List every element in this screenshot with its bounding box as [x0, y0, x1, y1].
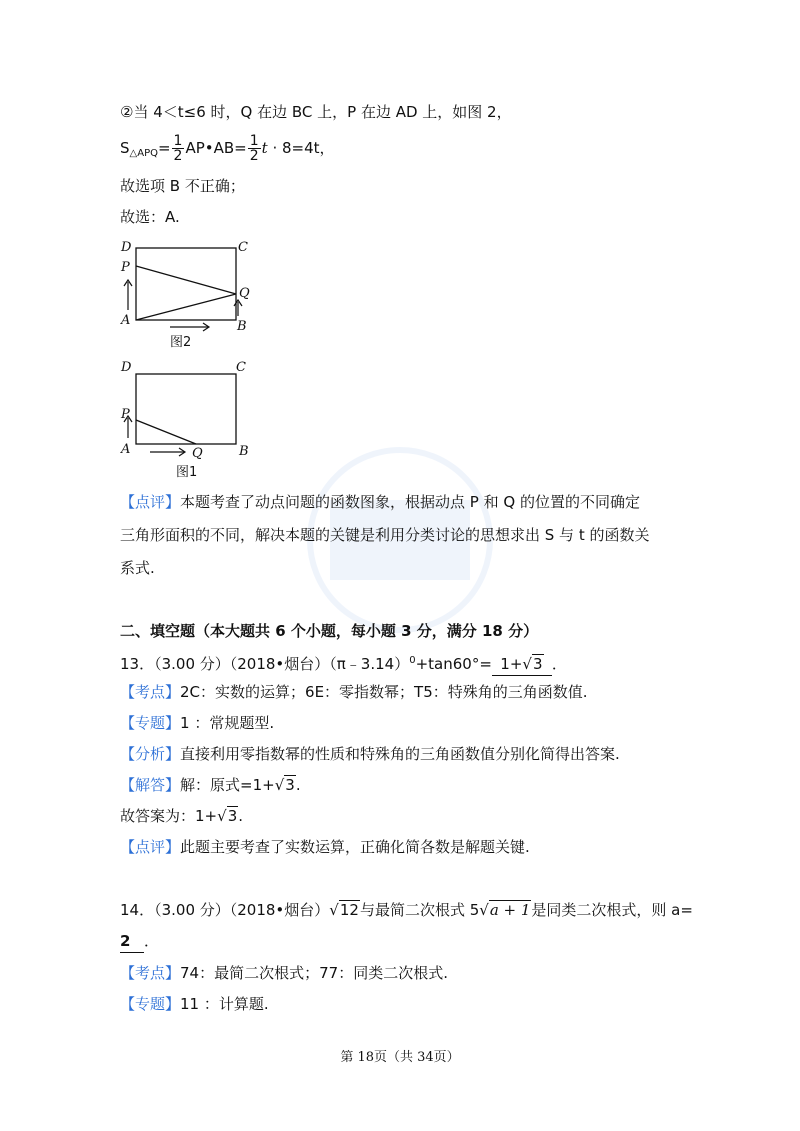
q14-zhuanti: 【专题】11 ：计算题.: [120, 995, 269, 1013]
q13-fenxi: 【分析】直接利用零指数幂的性质和特殊角的三角函数值分别化简得出答案.: [120, 745, 620, 763]
figure-1: [118, 362, 258, 480]
q14-stem: 14．（3.00 分）（2018•烟台）√12与最简二次根式 5√a + 1是同类二次根式，则 a=: [120, 901, 693, 919]
fig1-caption: 图1: [176, 465, 198, 480]
fig2-label-c: C: [238, 240, 248, 255]
q13-zhuanti: 【专题】1 ：常规题型.: [120, 714, 275, 732]
fig2-label-b: B: [237, 319, 247, 334]
q13-answer-blank: 1+√3: [492, 653, 552, 676]
fig1-label-b: B: [239, 444, 249, 459]
comment12-line1: 【点评】本题考查了动点问题的函数图象，根据动点 P 和 Q 的位置的不同确定: [120, 493, 640, 511]
fig1-label-q: Q: [192, 446, 203, 461]
q13-answer-line: 故答案为：1+√3.: [120, 807, 244, 825]
fig2-label-a: A: [121, 313, 131, 328]
q13-kaodian: 【考点】2C：实数的运算；6E：零指数幂；T5：特殊角的三角函数值.: [120, 683, 588, 701]
fig2-label-d: D: [121, 240, 132, 255]
choose-line: 故选：A.: [120, 208, 180, 226]
fig1-label-p: P: [121, 407, 130, 422]
fig1-label-c: C: [236, 360, 246, 375]
fig1-label-d: D: [121, 360, 132, 375]
figure-2: [118, 240, 258, 352]
case2-line: ②当 4＜t≤6 时，Q 在边 BC 上，P 在边 AD 上，如图 2，: [120, 103, 512, 121]
q13-jieda: 【解答】解：原式=1+√3.: [120, 776, 301, 794]
comment12-line2: 三角形面积的不同，解决本题的关键是利用分类讨论的思想求出 S 与 t 的函数关: [120, 526, 650, 544]
fig2-caption: 图2: [170, 335, 192, 350]
page-footer: 第 18页（共 34页）: [340, 1050, 460, 1065]
q13-stem: 13．（3.00 分）（2018•烟台）（π﹣3.14）$^0$+tan60°= 1+√3 ．: [120, 650, 567, 676]
b-wrong-line: 故选项 B 不正确；: [120, 177, 245, 195]
comment12-tag: 【点评】: [120, 493, 181, 511]
fig2-label-q: Q: [239, 286, 250, 301]
area-formula: $S_{\triangle APQ}=$ $\frac{1}{2}$ AP•AB= $\frac{1}{2}$ t · 8=4t，: [120, 133, 335, 164]
fig2-label-p: P: [121, 260, 130, 275]
q14-kaodian: 【考点】74：最简二次根式；77：同类二次根式.: [120, 964, 448, 982]
section2-title: 二、填空题（本大题共 6 个小题，每小题 3 分，满分 18 分）: [120, 622, 539, 640]
q13-dianping: 【点评】此题主要考查了实数运算，正确化简各数是解题关键.: [120, 838, 530, 856]
comment12-line3: 系式.: [120, 559, 155, 577]
q14-answer: 2 ．: [120, 930, 159, 953]
fig1-label-a: A: [121, 442, 131, 457]
